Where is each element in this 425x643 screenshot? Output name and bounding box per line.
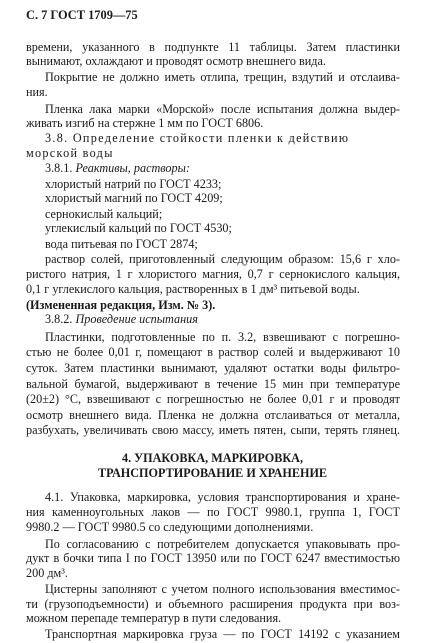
list-item: углекислый кальций по ГОСТ 4530; — [45, 221, 232, 236]
text-line: раствор солей, приготовленный следующим образом: 15,6 г хло- — [45, 252, 400, 267]
text-line: 9980.2 — ГОСТ 9980.5 со следующими дополнениями. — [26, 520, 314, 535]
subsection-title: Проведение испытания — [75, 312, 198, 327]
text-line: времени, указанного в подпункте 11 таблицы. Затем пластинки — [26, 39, 400, 54]
chapter-title: ТРАНСПОРТИРОВАНИЕ И ХРАНЕНИЕ — [97, 465, 328, 480]
subsection-number: 3.8.2. — [45, 312, 73, 327]
subsection-number: 3.8.1. — [45, 161, 73, 176]
text-line: Транспортная маркировка груза — по ГОСТ 14192 с указанием — [45, 627, 400, 641]
list-item: хлористый магний по ГОСТ 4209; — [45, 191, 223, 206]
text-line: стью не более 0,01 г, помещают в раствор солей и выдерживают 10 — [26, 345, 400, 360]
text-line: Пленка лака марки «Морской» после испытания должна выдер- — [45, 101, 400, 116]
text-line: вальной бумагой, выдерживают в течение 15 мин при температуре — [26, 376, 400, 391]
text-line: вынимают, охлаждают и проводят осмотр внешнего вида. — [26, 54, 326, 69]
text-line: 200 дм³. — [26, 565, 68, 580]
text-line: дукт в бочки типа I по ГОСТ 13950 или по ГОСТ 6247 вместимостью — [26, 551, 400, 566]
text-line: осмотр внешнего вида. Пленка не должна отслаиваться от металла, — [26, 407, 400, 422]
subsection-line — [45, 161, 190, 175]
section-heading: морской воды — [26, 145, 114, 160]
text-line: Пластинки, подготовленные по п. 3.2, взвешивают с погрешно- — [45, 329, 400, 344]
chapter-title: 4. УПАКОВКА, МАРКИРОВКА, — [121, 451, 304, 466]
text-line: ристого натрия, 1 г хлористого магния, 0,7 г сернокислого кальция, — [26, 266, 400, 281]
text-line: 0,1 г углекислого кальция, растворенных в 1 дм³ питьевой воды. — [26, 282, 360, 297]
text-line: разбухать, увеличивать свою массу, иметь пятен, сыпи, терять глянец. — [26, 423, 400, 438]
subsection-line — [45, 312, 198, 326]
text-line: ния. — [26, 85, 48, 100]
subsection-title: Реактивы, растворы: — [75, 161, 190, 176]
text-line: 4.1. Упаковка, маркировка, условия транспортирования и хране- — [45, 490, 400, 505]
text-line: По согласованию с потребителем допускается упаковывать про- — [45, 536, 400, 551]
text-line: можном перепаде температур в пути следования. — [26, 611, 282, 626]
text-line: Покрытие не должно иметь отлипа, трещин, вздутий и отслаива- — [45, 69, 400, 84]
list-item: сернокислый кальций; — [45, 206, 163, 221]
text-line: ния каменноугольных лаков — по ГОСТ 9980.1, группа 1, ГОСТ — [26, 504, 400, 519]
list-item: вода питьевая по ГОСТ 2874; — [45, 236, 198, 251]
page-header: С. 7 ГОСТ 1709—75 — [26, 8, 138, 22]
text-line: (20±2) °С, взвешивают с погрешностью не более 0,01 г и проводят — [26, 392, 400, 407]
text-line: суток. Затем пластинки вынимают, удаляют остатки воды фильтро- — [26, 361, 400, 376]
amendment-note: (Измененная редакция, Изм. № 3). — [26, 297, 216, 312]
text-line: ти (грузоподъемности) и объемного расширения продукта при воз- — [26, 596, 400, 611]
text-line: Цистерны заполняют с учетом полного использования вместимос- — [45, 582, 400, 597]
text-line: живать изгиб на стержне 1 мм по ГОСТ 6806. — [26, 116, 264, 131]
section-heading: 3.8. Определение стойкости пленки к действию — [45, 130, 350, 145]
list-item: хлористый натрий по ГОСТ 4233; — [45, 176, 222, 191]
